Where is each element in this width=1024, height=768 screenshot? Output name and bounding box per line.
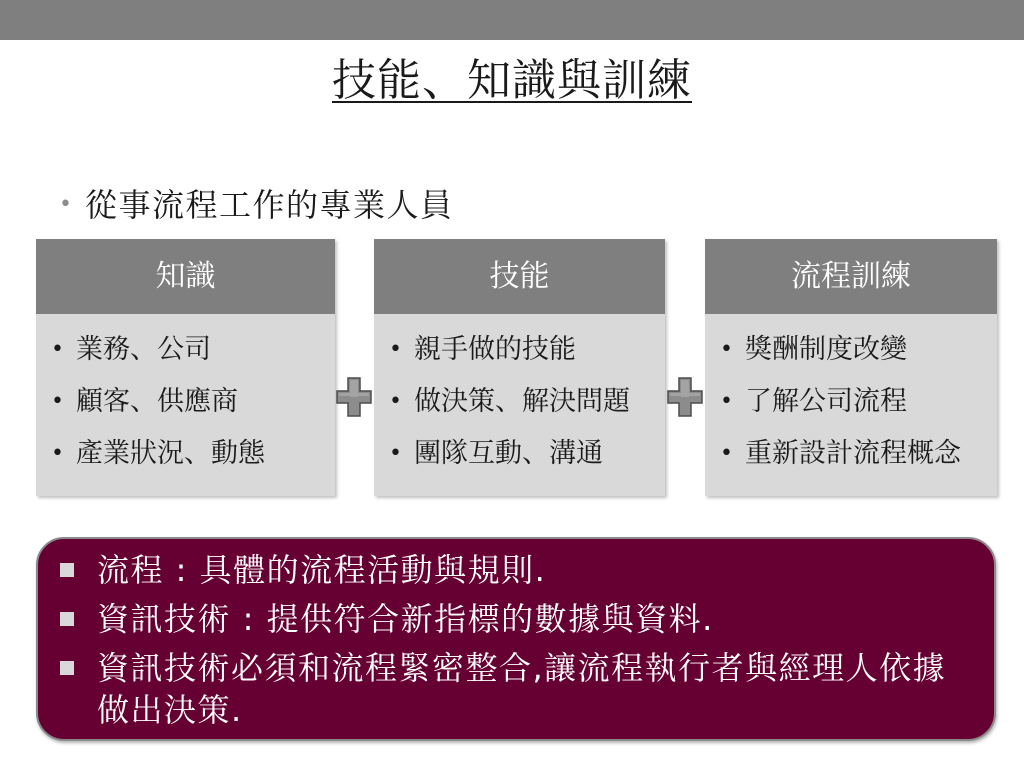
slide-title-text: 技能、知識與訓練 bbox=[332, 55, 692, 106]
column-header: 技能 bbox=[374, 239, 665, 314]
bullet-icon: • bbox=[389, 441, 402, 466]
column-item bbox=[36, 376, 335, 428]
column-header: 知識 bbox=[36, 239, 335, 314]
column-body bbox=[705, 314, 997, 496]
summary-line: 資訊技術 : 提供符合新指標的數據與資料. bbox=[97, 600, 714, 638]
column-item-text: 做決策、解決問題 bbox=[414, 386, 630, 417]
column-body bbox=[36, 314, 335, 496]
summary-line: 流程 : 具體的流程活動與規則. bbox=[97, 551, 547, 589]
column-item-text: 重新設計流程概念 bbox=[745, 438, 961, 469]
plus-icon bbox=[336, 377, 372, 417]
column-item-list bbox=[36, 324, 335, 480]
column-header: 流程訓練 bbox=[705, 239, 997, 314]
bullet-icon: • bbox=[51, 389, 64, 414]
intro-bullet bbox=[56, 182, 656, 228]
column-item bbox=[374, 324, 665, 376]
column-item-text: 獎酬制度改變 bbox=[745, 334, 907, 365]
intro-bullet-text: 從事流程工作的專業人員 bbox=[85, 186, 454, 224]
summary-list bbox=[38, 549, 994, 731]
summary-item bbox=[38, 647, 994, 731]
bullet-icon: • bbox=[51, 337, 64, 362]
column-item-text: 親手做的技能 bbox=[414, 334, 576, 365]
column-body bbox=[374, 314, 665, 496]
column-item-text: 了解公司流程 bbox=[745, 386, 907, 417]
column-item bbox=[36, 324, 335, 376]
column-item-list bbox=[374, 324, 665, 480]
summary-box bbox=[36, 537, 996, 741]
bullet-icon: • bbox=[59, 192, 72, 217]
square-bullet-icon bbox=[60, 563, 74, 577]
slide-title bbox=[0, 55, 1024, 107]
bullet-icon: • bbox=[389, 389, 402, 414]
column-item bbox=[374, 428, 665, 480]
column-item-list bbox=[705, 324, 997, 480]
column-item bbox=[374, 376, 665, 428]
summary-item bbox=[38, 549, 994, 591]
bullet-icon: • bbox=[720, 389, 733, 414]
square-bullet-icon bbox=[60, 612, 74, 626]
bullet-icon: • bbox=[389, 337, 402, 362]
column-knowledge bbox=[36, 239, 335, 496]
plus-icon bbox=[667, 377, 703, 417]
column-item bbox=[705, 376, 997, 428]
column-process-training bbox=[705, 239, 997, 496]
column-skills bbox=[374, 239, 665, 496]
bullet-icon: • bbox=[720, 441, 733, 466]
summary-item bbox=[38, 598, 994, 640]
column-item-text: 顧客、供應商 bbox=[76, 386, 238, 417]
summary-line: 做出決策. bbox=[97, 691, 243, 729]
top-header-bar bbox=[0, 0, 1024, 40]
bullet-icon: • bbox=[51, 441, 64, 466]
column-item-text: 業務、公司 bbox=[76, 334, 211, 365]
column-item bbox=[705, 428, 997, 480]
column-item-text: 產業狀況、動態 bbox=[76, 438, 265, 469]
square-bullet-icon bbox=[60, 661, 74, 675]
bullet-icon: • bbox=[720, 337, 733, 362]
column-item-text: 團隊互動、溝通 bbox=[414, 438, 603, 469]
column-item bbox=[36, 428, 335, 480]
summary-line: 資訊技術必須和流程緊密整合,讓流程執行者與經理人依據 bbox=[97, 649, 947, 687]
column-item bbox=[705, 324, 997, 376]
